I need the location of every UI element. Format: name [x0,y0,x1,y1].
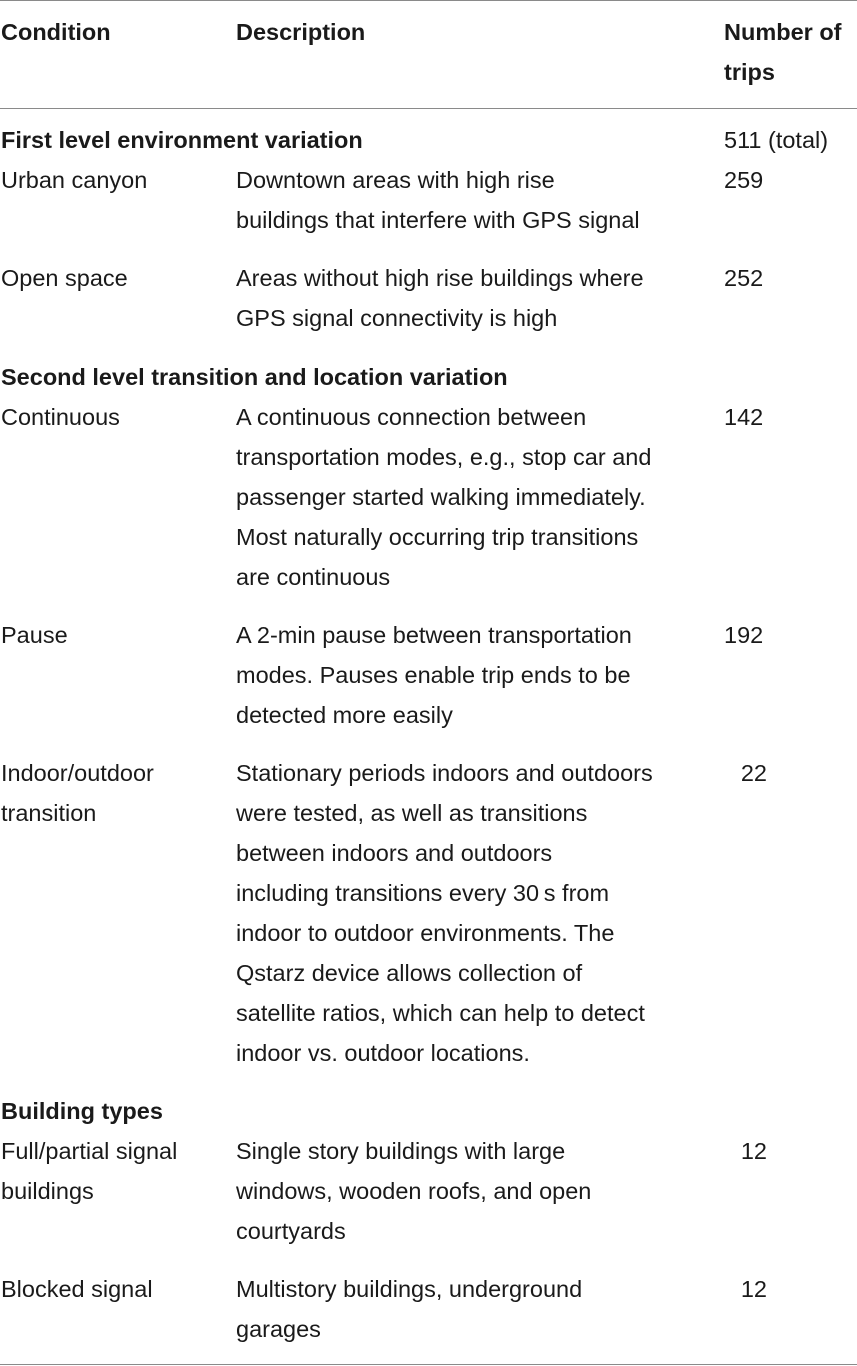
section-heading: Second level transition and location variation [1,364,508,390]
row-trips: 12 [740,1276,767,1302]
row-description: A 2-min pause between transportation modes. Pauses enable trip ends to be detected more easily [236,622,632,728]
section-heading: First level environment variation [1,127,363,153]
row-trips: 12 [740,1138,767,1164]
row-description: Multistory buildings, underground garages [236,1276,583,1342]
row-description: Single story buildings with large windows, wooden roofs, and open courtyards [236,1138,592,1244]
row-trips: 142 [724,404,764,430]
row-trips: 192 [724,622,764,648]
row-description: Areas without high rise buildings where GPS signal connectivity is high [236,265,644,331]
row-description: Downtown areas with high rise buildings that interfere with GPS signal [236,167,640,233]
header-trips-line1: Number of [724,19,842,45]
header-trips-line2: trips [724,59,775,85]
row-condition: Blocked signal [1,1276,153,1302]
row-description: Stationary periods indoors and outdoors were tested, as well as transitions between indoors and outdoors including transitions every 30 s from indoor to outdoor environments. The Qstarz device allows collection of satellite ratios, which can help to detect indoor vs. outdoor locations. [236,760,653,1066]
row-trips: 22 [740,760,767,786]
header-description: Description [236,19,366,45]
row-condition: Indoor/outdoor transition [1,760,154,826]
section-heading: Building types [1,1098,163,1124]
row-condition: Urban canyon [1,167,148,193]
row-condition: Full/partial signal buildings [1,1138,178,1204]
header-rule [0,108,857,109]
row-trips: 259 [724,167,764,193]
row-description: A continuous connection between transportation modes, e.g., stop car and passenger started walking immediately. Most naturally occurring trip transitions are continuous [236,404,652,590]
section-total: 511 (total) [724,127,829,153]
row-condition: Pause [1,622,68,648]
bottom-rule [0,1364,857,1365]
row-trips: 252 [724,265,764,291]
header-condition: Condition [1,19,111,45]
top-rule [0,0,857,1]
row-condition: Open space [1,265,128,291]
row-condition: Continuous [1,404,120,430]
